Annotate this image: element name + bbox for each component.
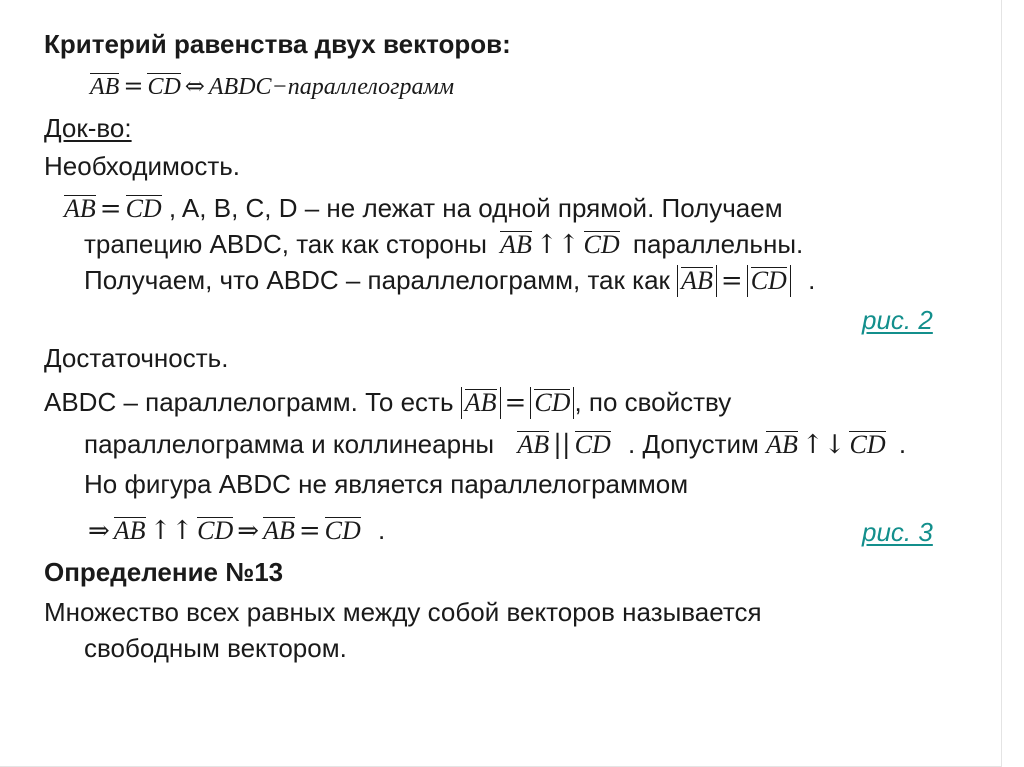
formula-codirected: AB ↑↑ CD: [500, 230, 620, 260]
proof-label: Док-во:: [44, 113, 132, 143]
sufficiency-line-2: параллелограмма и коллинеарны AB || CD . Допустим AB ↑↓ CD .: [84, 429, 907, 460]
figure-link-2[interactable]: рис. 2: [862, 305, 933, 335]
definition-line-1: Множество всех равных между собой векторов называется: [44, 597, 762, 627]
sufficiency-title: Достаточность.: [44, 343, 229, 373]
necessity-line-3: Получаем, что ABDC – параллелограмм, так как AB = CD .: [84, 265, 816, 296]
formula-opposite: AB ↑↓ CD: [766, 430, 886, 460]
necessity-line-2: трапецию ABDC, так как стороны AB ↑↑ CD параллельны.: [84, 229, 804, 260]
formula-abs-equal: AB = CD: [677, 265, 791, 297]
definition-title: Определение №13: [44, 557, 284, 587]
necessity-title: Необходимость.: [44, 151, 241, 181]
formula-collinear: AB || CD: [517, 430, 611, 460]
necessity-line-1: AB = CD , A, B, C, D – не лежат на одной прямой. Получаем: [64, 193, 783, 224]
slide-heading: Критерий равенства двух векторов:: [44, 29, 511, 59]
sufficiency-line-3: Но фигура ABDC не является параллелограммом: [84, 469, 689, 499]
definition-line-2: свободным вектором.: [84, 633, 347, 663]
slide-border-right: [1001, 0, 1002, 767]
formula-abs-equal-2: AB = CD: [461, 387, 575, 419]
vector-cd: CD: [147, 74, 181, 100]
formula-implication: ⇒ AB ↑↑ CD ⇒ AB = CD: [88, 516, 361, 546]
sufficiency-line-1: ABDC – параллелограмм. То есть AB = CD , по свойству: [44, 387, 732, 418]
iff-symbol: ⇔: [184, 72, 205, 100]
formula-ab-eq-cd: AB = CD: [64, 194, 162, 224]
figure-link-3[interactable]: рис. 3: [862, 517, 933, 547]
vector-ab: AB: [90, 74, 120, 100]
criterion-conclusion: ABDC−параллелограмм: [208, 74, 455, 100]
criterion-formula: AB = CD ⇔ ABDC−параллелограмм: [90, 72, 455, 100]
sufficiency-line-4: ⇒ AB ↑↑ CD ⇒ AB = CD .: [84, 514, 385, 547]
